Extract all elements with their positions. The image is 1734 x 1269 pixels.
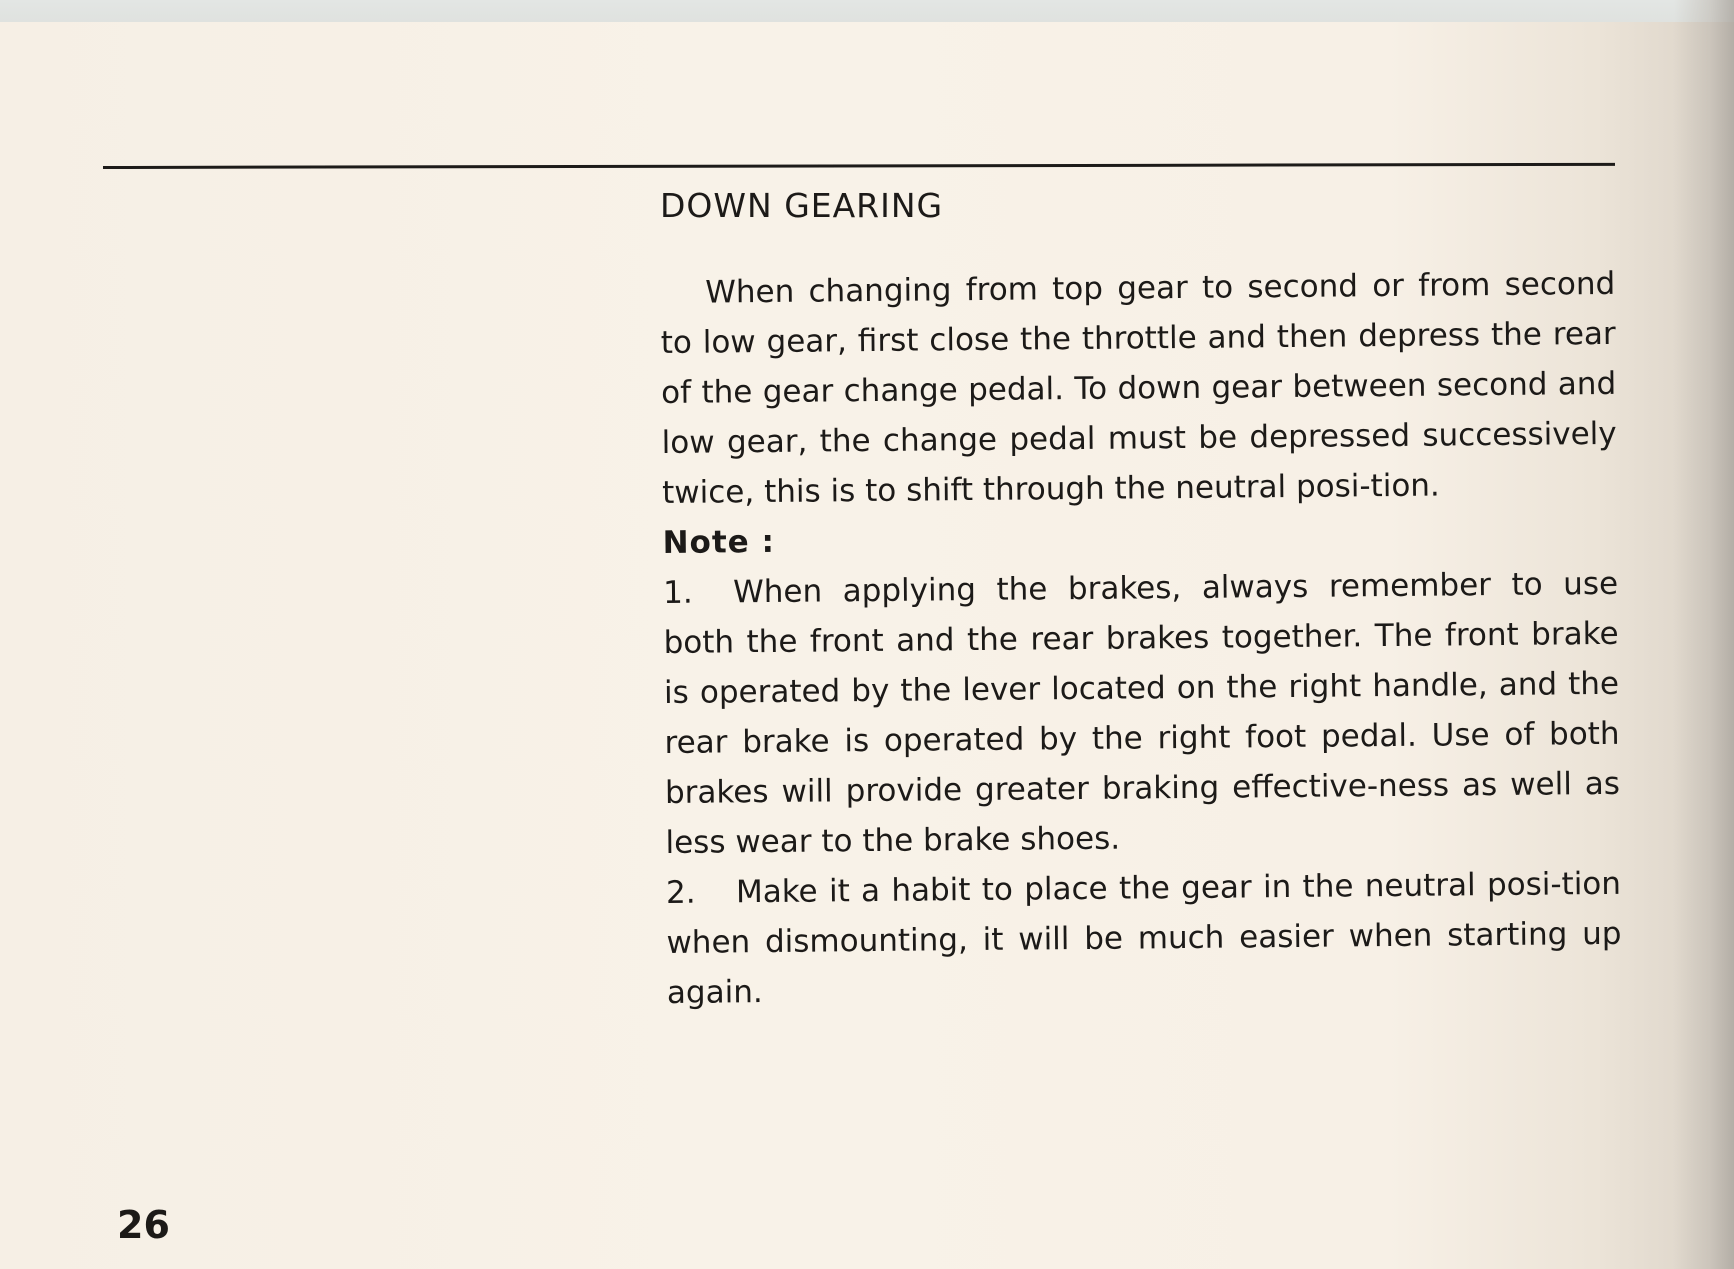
note-item-text: Make it a habit to place the gear in the neutral posi-tion when dismounting, it will be much easier when starting up again. bbox=[666, 865, 1622, 1011]
down-gearing-paragraph: When changing from top gear to second or from second to low gear, first close the throttle and then depress the rear of the gear change pedal. To down gear between second and low gear, the change pedal must be depressed successively twice, this is to shift through the neutral posi-tion. bbox=[660, 265, 1617, 511]
note-item-text: When applying the brakes, always remember to use both the front and the rear brakes together. The front brake is operated by the lever located on the right handle, and the rear brake is operated by the right foot pedal. Use of both brakes will provide greater braking effective-ness as well as less wear to the brake shoes. bbox=[663, 565, 1621, 861]
note-label: Note : bbox=[662, 523, 776, 561]
page-number: 26 bbox=[117, 1203, 170, 1247]
section-heading: DOWN GEARING bbox=[660, 186, 944, 225]
note-item-2 bbox=[666, 859, 1622, 1018]
scan-top-edge bbox=[0, 0, 1734, 22]
note-item-number: 2. bbox=[665, 874, 696, 911]
section-body bbox=[660, 259, 1622, 1018]
binding-shadow bbox=[1674, 0, 1734, 1269]
note-item-1 bbox=[663, 559, 1621, 868]
note-item-number: 1. bbox=[662, 574, 693, 611]
